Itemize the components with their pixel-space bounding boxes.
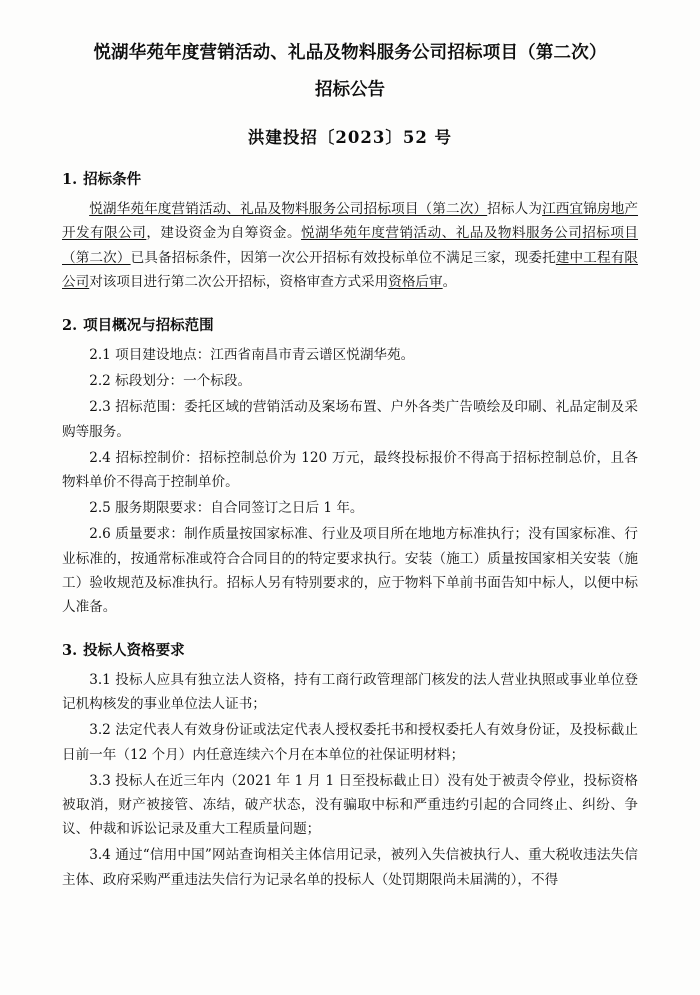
- paragraph: [62, 522, 638, 619]
- section-heading: [62, 168, 638, 189]
- paragraph: [62, 369, 638, 393]
- paragraph-text: 招标人为: [487, 201, 543, 218]
- underlined-text: 江西宜锦房地产开发有限公司: [62, 201, 639, 242]
- section-heading-label: 投标人资格要求: [83, 642, 185, 660]
- paragraph-text: 2.1 项目建设地点：江西省南昌市青云谱区悦湖华苑。: [89, 347, 415, 363]
- page-subtitle: 招标公告: [315, 80, 385, 101]
- paragraph-text: 3.2 法定代表人有效身份证或法定代表人授权委托书和授权委托人有效身份证，及投标截止日前一年（12 个月）内任意连续六个月在本单位的社保证明材料；: [62, 722, 638, 763]
- paragraph: [62, 668, 638, 716]
- paragraph-text: ，建设资金为自筹资金。: [146, 225, 302, 242]
- paragraph: [62, 446, 638, 494]
- paragraph: [62, 718, 638, 766]
- paragraph-text: 2.4 招标控制价：招标控制总价为 120 万元，最终投标报价不得高于招标控制总价，且各物料单价不得高于控制单价。: [62, 449, 638, 490]
- paragraph: [62, 197, 638, 294]
- paragraph-text: 对该项目进行第二次公开招标，资格审查方式采用: [89, 273, 389, 290]
- paragraph: [62, 843, 638, 891]
- section-paragraphs: [62, 668, 638, 892]
- document-body: [62, 168, 638, 892]
- underlined-text: 资格后审: [388, 273, 443, 290]
- underlined-text: 悦湖华苑年度营销活动、礼品及物料服务公司招标项目（第二次）: [62, 225, 639, 266]
- document-number: 洪建投招〔2023〕52 号: [247, 128, 453, 148]
- section-heading-label: 项目概况与招标范围: [83, 317, 214, 334]
- underlined-text: 悦湖华苑年度营销活动、礼品及物料服务公司招标项目（第二次）: [89, 201, 488, 218]
- underlined-text: 建中工程有限公司: [62, 249, 639, 290]
- paragraph-text: 已具备招标条件，因第一次公开招标有效投标单位不满足三家，现委托: [130, 249, 556, 266]
- section-heading: [62, 639, 638, 660]
- section-number: 2.: [62, 317, 78, 334]
- section-heading-label: 招标条件: [83, 171, 142, 189]
- page-title: 悦湖华苑年度营销活动、礼品及物料服务公司招标项目（第二次）: [93, 43, 607, 63]
- paragraph: [62, 496, 638, 520]
- paragraph-text: 2.2 标段划分：一个标段。: [89, 373, 252, 390]
- section-number: 3.: [62, 642, 78, 660]
- paragraph-text: 2.3 招标范围：委托区域的营销活动及案场布置、户外各类广告喷绘及印刷、礼品定制及采购等服务。: [62, 399, 638, 440]
- paragraph: [62, 343, 638, 367]
- paragraph-text: 3.3 投标人在近三年内（2021 年 1 月 1 日至投标截止日）没有处于被责令停业，投标资格被取消，财产被接管、冻结，破产状态，没有骗取中标和严重违约引起的合同终止、纠纷、争议、仲裁和诉讼记录及重大工程质量问题；: [62, 772, 638, 838]
- section-paragraphs: [62, 197, 638, 294]
- paragraph-text: 2.6 质量要求：制作质量按国家标准、行业及项目所在地地方标准执行；没有国家标准、行业标准的，按通常标准或符合合同目的的特定要求执行。安装（施工）质量按国家相关安装（施工）验收规范及标准执行。招标人另有特别要求的，应于物料下单前书面告知中标人，以便中标人准备。: [62, 526, 638, 615]
- paragraph: [62, 395, 638, 443]
- section-heading: [62, 314, 638, 335]
- paragraph-text: 3.1 投标人应具有独立法人资格，持有工商行政管理部门核发的法人营业执照或事业单位登记机构核发的事业单位法人证书；: [62, 672, 638, 713]
- section-number: 1.: [62, 171, 78, 189]
- paragraph-text: 2.5 服务期限要求：自合同签订之日后 1 年。: [89, 500, 364, 517]
- paragraph-text: 。: [442, 273, 457, 290]
- paragraph-text: 3.4 通过“信用中国”网站查询相关主体信用记录，被列入失信被执行人、重大税收违法失信主体、政府采购严重违法失信行为记录名单的投标人（处罚期限尚未届满的），不得: [62, 847, 638, 888]
- paragraph: [62, 769, 638, 842]
- section-paragraphs: [62, 343, 638, 619]
